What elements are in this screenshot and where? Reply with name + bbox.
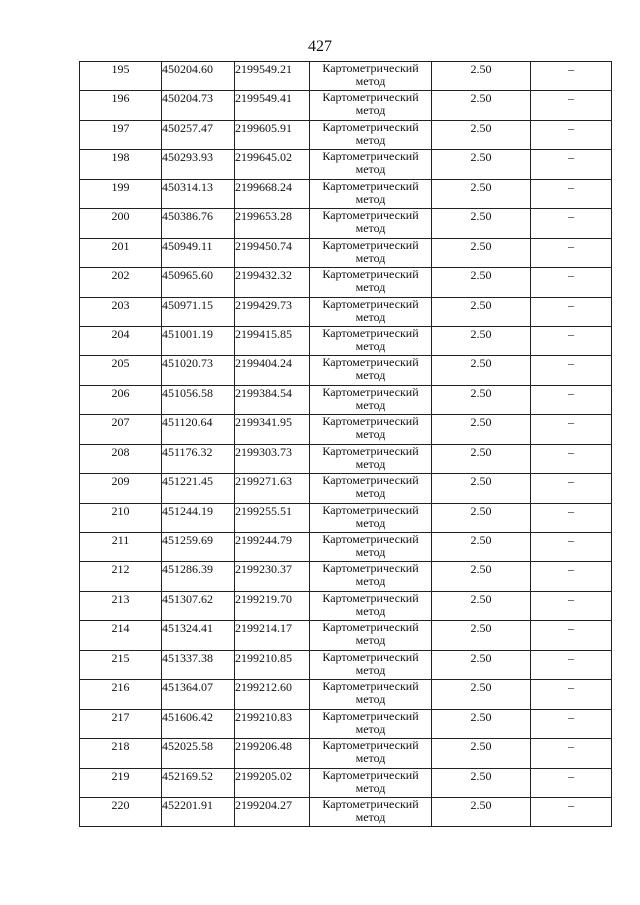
x-coordinate-cell: 451120.64: [162, 415, 235, 444]
note-cell: –: [531, 650, 612, 679]
accuracy-cell: 2.50: [432, 650, 531, 679]
page-number: 427: [308, 38, 332, 55]
method-line-1: Картометрический: [322, 708, 419, 723]
accuracy-cell: 2.50: [432, 680, 531, 709]
method-cell: [310, 680, 432, 709]
y-coordinate-cell: 2199404.24: [235, 356, 310, 385]
method-line-2: метод: [355, 221, 386, 236]
accuracy-cell: 2.50: [432, 533, 531, 562]
point-number-cell: 197: [80, 120, 162, 149]
method-cell: [310, 444, 432, 473]
x-coordinate-cell: 450314.13: [162, 179, 235, 208]
y-coordinate-cell: 2199450.74: [235, 238, 310, 267]
x-coordinate-cell: 450257.47: [162, 120, 235, 149]
method-line-2: метод: [355, 456, 386, 471]
accuracy-cell: 2.50: [432, 444, 531, 473]
method-line-1: Картометрический: [322, 620, 419, 635]
accuracy-cell: 2.50: [432, 415, 531, 444]
point-number-cell: 196: [80, 91, 162, 120]
point-number-cell: 207: [80, 415, 162, 444]
table-row: [80, 179, 612, 208]
note-cell: –: [531, 209, 612, 238]
point-number-cell: 200: [80, 209, 162, 238]
method-line-2: метод: [355, 368, 386, 383]
method-cell: [310, 150, 432, 179]
method-cell: [310, 62, 432, 91]
point-number-cell: 206: [80, 385, 162, 414]
x-coordinate-cell: 452169.52: [162, 768, 235, 797]
point-number-cell: 204: [80, 326, 162, 355]
x-coordinate-cell: 451221.45: [162, 474, 235, 503]
accuracy-cell: 2.50: [432, 62, 531, 91]
point-number-cell: 211: [80, 533, 162, 562]
table-row: [80, 238, 612, 267]
coordinates-table-body: [80, 62, 612, 827]
note-cell: –: [531, 297, 612, 326]
point-number-cell: 220: [80, 797, 162, 826]
note-cell: –: [531, 562, 612, 591]
note-cell: –: [531, 474, 612, 503]
method-line-2: метод: [355, 545, 386, 559]
method-line-2: метод: [355, 721, 386, 736]
method-line-1: Картометрический: [322, 590, 419, 605]
note-cell: –: [531, 268, 612, 297]
x-coordinate-cell: 451364.07: [162, 680, 235, 709]
y-coordinate-cell: 2199214.17: [235, 621, 310, 650]
table-row: [80, 62, 612, 91]
method-line-1: Картометрический: [322, 296, 419, 311]
table-row: [80, 297, 612, 326]
method-cell: [310, 326, 432, 355]
y-coordinate-cell: 2199605.91: [235, 120, 310, 149]
method-line-2: метод: [355, 103, 386, 118]
point-number-cell: 216: [80, 680, 162, 709]
x-coordinate-cell: 451020.73: [162, 356, 235, 385]
method-line-1: Картометрический: [322, 267, 419, 282]
accuracy-cell: 2.50: [432, 209, 531, 238]
table-row: [80, 385, 612, 414]
method-line-2: метод: [355, 633, 386, 648]
table-row: [80, 209, 612, 238]
table-row: [80, 150, 612, 179]
method-line-1: Картометрический: [322, 178, 419, 193]
accuracy-cell: 2.50: [432, 768, 531, 797]
note-cell: –: [531, 238, 612, 267]
method-line-1: Картометрический: [322, 738, 419, 753]
note-cell: –: [531, 326, 612, 355]
table-row: [80, 621, 612, 650]
accuracy-cell: 2.50: [432, 474, 531, 503]
method-line-2: метод: [355, 486, 386, 501]
note-cell: –: [531, 356, 612, 385]
point-number-cell: 205: [80, 356, 162, 385]
point-number-cell: 199: [80, 179, 162, 208]
point-number-cell: 195: [80, 62, 162, 91]
method-cell: [310, 474, 432, 503]
note-cell: –: [531, 444, 612, 473]
method-line-1: Картометрический: [322, 355, 419, 370]
method-cell: [310, 562, 432, 591]
table-row: [80, 709, 612, 738]
note-cell: –: [531, 503, 612, 532]
point-number-cell: 203: [80, 297, 162, 326]
x-coordinate-cell: 451244.19: [162, 503, 235, 532]
x-coordinate-cell: 450971.15: [162, 297, 235, 326]
table-row: [80, 680, 612, 709]
method-line-2: метод: [355, 751, 386, 766]
x-coordinate-cell: 450204.60: [162, 62, 235, 91]
method-line-1: Картометрический: [322, 384, 419, 399]
method-line-1: Картометрический: [322, 561, 419, 576]
x-coordinate-cell: 451001.19: [162, 326, 235, 355]
y-coordinate-cell: 2199303.73: [235, 444, 310, 473]
note-cell: –: [531, 591, 612, 620]
accuracy-cell: 2.50: [432, 297, 531, 326]
method-line-1: Картометрический: [322, 473, 419, 488]
y-coordinate-cell: 2199271.63: [235, 474, 310, 503]
point-number-cell: 218: [80, 739, 162, 768]
method-cell: [310, 385, 432, 414]
method-cell: [310, 120, 432, 149]
note-cell: –: [531, 91, 612, 120]
table-row: [80, 562, 612, 591]
point-number-cell: 202: [80, 268, 162, 297]
accuracy-cell: 2.50: [432, 179, 531, 208]
y-coordinate-cell: 2199549.21: [235, 62, 310, 91]
method-cell: [310, 768, 432, 797]
table-row: [80, 356, 612, 385]
method-line-2: метод: [355, 132, 386, 147]
table-row: [80, 739, 612, 768]
accuracy-cell: 2.50: [432, 709, 531, 738]
x-coordinate-cell: 450204.73: [162, 91, 235, 120]
note-cell: –: [531, 179, 612, 208]
table-row: [80, 268, 612, 297]
method-cell: [310, 209, 432, 238]
method-cell: [310, 297, 432, 326]
x-coordinate-cell: 452201.91: [162, 797, 235, 826]
accuracy-cell: 2.50: [432, 591, 531, 620]
point-number-cell: 219: [80, 768, 162, 797]
method-cell: [310, 415, 432, 444]
accuracy-cell: 2.50: [432, 268, 531, 297]
method-line-1: Картометрический: [322, 61, 419, 75]
table-row: [80, 91, 612, 120]
accuracy-cell: 2.50: [432, 326, 531, 355]
x-coordinate-cell: 451056.58: [162, 385, 235, 414]
x-coordinate-cell: 451307.62: [162, 591, 235, 620]
method-line-2: метод: [355, 780, 386, 795]
table-row: [80, 503, 612, 532]
method-line-2: метод: [355, 280, 386, 295]
table-row: [80, 120, 612, 149]
method-cell: [310, 503, 432, 532]
accuracy-cell: 2.50: [432, 385, 531, 414]
y-coordinate-cell: 2199255.51: [235, 503, 310, 532]
method-line-1: Картометрический: [322, 325, 419, 340]
method-line-1: Картометрический: [322, 149, 419, 164]
table-row: [80, 768, 612, 797]
y-coordinate-cell: 2199341.95: [235, 415, 310, 444]
y-coordinate-cell: 2199230.37: [235, 562, 310, 591]
accuracy-cell: 2.50: [432, 150, 531, 179]
y-coordinate-cell: 2199429.73: [235, 297, 310, 326]
method-line-1: Картометрический: [322, 443, 419, 458]
coordinates-table: [79, 61, 612, 827]
method-line-2: метод: [355, 427, 386, 442]
method-line-1: Картометрический: [322, 414, 419, 429]
y-coordinate-cell: 2199384.54: [235, 385, 310, 414]
y-coordinate-cell: 2199212.60: [235, 680, 310, 709]
note-cell: –: [531, 150, 612, 179]
accuracy-cell: 2.50: [432, 503, 531, 532]
method-line-1: Картометрический: [322, 237, 419, 252]
note-cell: –: [531, 797, 612, 826]
table-row: [80, 474, 612, 503]
x-coordinate-cell: 450965.60: [162, 268, 235, 297]
note-cell: –: [531, 739, 612, 768]
method-line-1: Картометрический: [322, 90, 419, 105]
point-number-cell: 217: [80, 709, 162, 738]
point-number-cell: 213: [80, 591, 162, 620]
method-line-1: Картометрический: [322, 532, 419, 546]
y-coordinate-cell: 2199210.83: [235, 709, 310, 738]
method-cell: [310, 650, 432, 679]
method-line-2: метод: [355, 574, 386, 589]
x-coordinate-cell: 451176.32: [162, 444, 235, 473]
method-line-2: метод: [355, 338, 386, 353]
note-cell: –: [531, 62, 612, 91]
x-coordinate-cell: 451337.38: [162, 650, 235, 679]
y-coordinate-cell: 2199205.02: [235, 768, 310, 797]
method-cell: [310, 268, 432, 297]
point-number-cell: 214: [80, 621, 162, 650]
point-number-cell: 212: [80, 562, 162, 591]
accuracy-cell: 2.50: [432, 621, 531, 650]
y-coordinate-cell: 2199204.27: [235, 797, 310, 826]
method-cell: [310, 797, 432, 826]
y-coordinate-cell: 2199668.24: [235, 179, 310, 208]
method-line-2: метод: [355, 809, 386, 824]
method-cell: [310, 591, 432, 620]
y-coordinate-cell: 2199549.41: [235, 91, 310, 120]
method-cell: [310, 179, 432, 208]
y-coordinate-cell: 2199432.32: [235, 268, 310, 297]
accuracy-cell: 2.50: [432, 120, 531, 149]
x-coordinate-cell: 450949.11: [162, 238, 235, 267]
note-cell: –: [531, 680, 612, 709]
y-coordinate-cell: 2199645.02: [235, 150, 310, 179]
point-number-cell: 201: [80, 238, 162, 267]
method-line-1: Картометрический: [322, 649, 419, 664]
note-cell: –: [531, 415, 612, 444]
method-line-2: метод: [355, 692, 386, 707]
y-coordinate-cell: 2199219.70: [235, 591, 310, 620]
method-line-2: метод: [355, 309, 386, 324]
method-line-2: метод: [355, 515, 386, 530]
x-coordinate-cell: 451606.42: [162, 709, 235, 738]
y-coordinate-cell: 2199210.85: [235, 650, 310, 679]
y-coordinate-cell: 2199206.48: [235, 739, 310, 768]
point-number-cell: 198: [80, 150, 162, 179]
method-line-1: Картометрический: [322, 208, 419, 223]
table-row: [80, 591, 612, 620]
note-cell: –: [531, 120, 612, 149]
method-cell: [310, 238, 432, 267]
table-row: [80, 650, 612, 679]
method-line-2: метод: [355, 397, 386, 412]
method-line-2: метод: [355, 662, 386, 677]
y-coordinate-cell: 2199653.28: [235, 209, 310, 238]
method-line-1: Картометрический: [322, 767, 419, 782]
table-row: [80, 444, 612, 473]
table-row: [80, 326, 612, 355]
method-cell: [310, 739, 432, 768]
y-coordinate-cell: 2199415.85: [235, 326, 310, 355]
note-cell: –: [531, 768, 612, 797]
point-number-cell: 209: [80, 474, 162, 503]
accuracy-cell: 2.50: [432, 797, 531, 826]
table-row: [80, 415, 612, 444]
point-number-cell: 208: [80, 444, 162, 473]
table-row: [80, 797, 612, 826]
y-coordinate-cell: 2199244.79: [235, 533, 310, 562]
method-cell: [310, 533, 432, 562]
point-number-cell: 210: [80, 503, 162, 532]
x-coordinate-cell: 450386.76: [162, 209, 235, 238]
method-cell: [310, 621, 432, 650]
point-number-cell: 215: [80, 650, 162, 679]
accuracy-cell: 2.50: [432, 91, 531, 120]
method-cell: [310, 91, 432, 120]
method-line-2: метод: [355, 74, 386, 88]
note-cell: –: [531, 385, 612, 414]
accuracy-cell: 2.50: [432, 238, 531, 267]
method-cell: [310, 709, 432, 738]
method-line-1: Картометрический: [322, 796, 419, 811]
method-line-2: метод: [355, 191, 386, 206]
accuracy-cell: 2.50: [432, 739, 531, 768]
x-coordinate-cell: 452025.58: [162, 739, 235, 768]
accuracy-cell: 2.50: [432, 356, 531, 385]
method-line-2: метод: [355, 250, 386, 265]
x-coordinate-cell: 451259.69: [162, 533, 235, 562]
x-coordinate-cell: 450293.93: [162, 150, 235, 179]
method-line-2: метод: [355, 162, 386, 177]
note-cell: –: [531, 621, 612, 650]
method-cell: [310, 356, 432, 385]
table-row: [80, 533, 612, 562]
method-line-1: Картометрический: [322, 119, 419, 134]
x-coordinate-cell: 451324.41: [162, 621, 235, 650]
method-line-1: Картометрический: [322, 679, 419, 694]
method-line-2: метод: [355, 603, 386, 618]
note-cell: –: [531, 709, 612, 738]
accuracy-cell: 2.50: [432, 562, 531, 591]
method-line-1: Картометрический: [322, 502, 419, 517]
note-cell: –: [531, 533, 612, 562]
x-coordinate-cell: 451286.39: [162, 562, 235, 591]
